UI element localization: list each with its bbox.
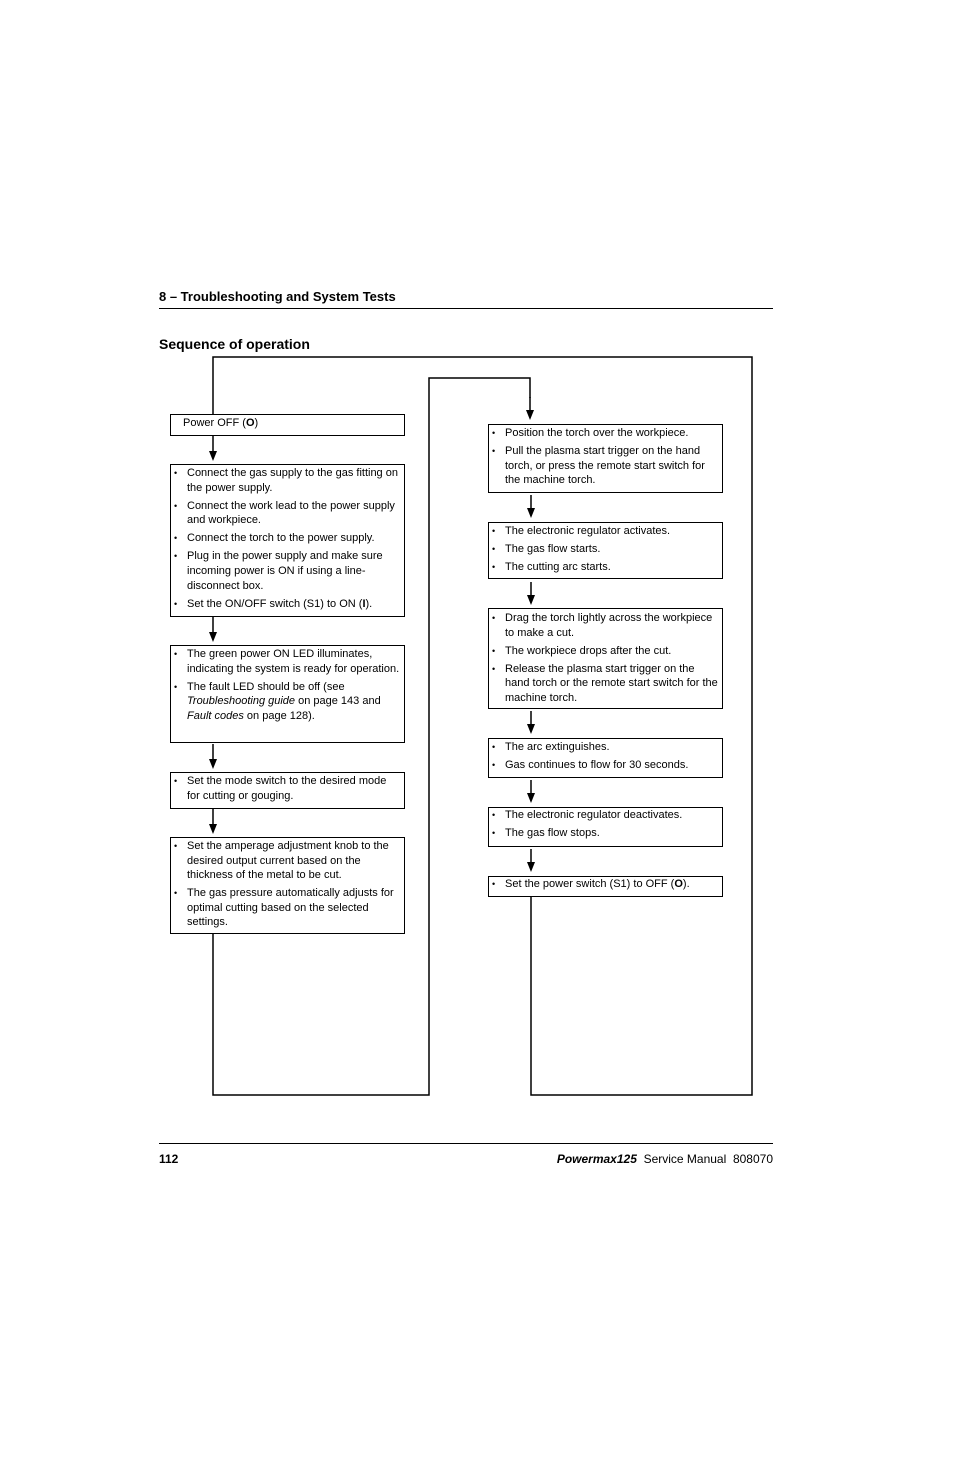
list-item: • Set the mode switch to the desired mode for cutting or gouging. xyxy=(172,774,400,803)
list-item: • Pull the plasma start trigger on the hand torch, or press the remote start switch for the machine torch. xyxy=(490,444,718,488)
power-switch-off-box xyxy=(488,876,723,897)
list-item: • Plug in the power supply and make sure incoming power is ON if using a line-disconnect box. xyxy=(172,549,400,593)
mode-switch-box xyxy=(170,772,405,809)
power-off-box: Power OFF (O) xyxy=(170,414,405,436)
doc-number: 808070 xyxy=(732,1152,773,1166)
section-title: Sequence of operation xyxy=(159,336,310,352)
list-item: • Set the ON/OFF switch (S1) to ON (I). xyxy=(172,597,400,612)
troubleshooting-guide-ref: Troubleshooting guide xyxy=(187,695,296,708)
list-item: • The arc extinguishes. xyxy=(490,740,718,755)
regulator-deactivate-box xyxy=(488,807,723,847)
product-name: Powermax125 xyxy=(556,1152,637,1166)
power-on-status-box xyxy=(170,645,405,743)
list-item: • The electronic regulator deactivates. xyxy=(490,808,718,823)
list-item: • The gas flow stops. xyxy=(490,826,718,841)
list-item: • Connect the work lead to the power supply and workpiece. xyxy=(172,499,400,528)
arc-start-box xyxy=(488,522,723,579)
arc-extinguish-box xyxy=(488,738,723,778)
footer-rule xyxy=(159,1143,773,1144)
list-item: • Drag the torch lightly across the workpiece to make a cut. xyxy=(490,611,718,640)
list-item: • The fault LED should be off (see Troubleshooting guide on page 143 and Fault codes on page 128). xyxy=(172,680,400,724)
list-item: • Connect the torch to the power supply. xyxy=(172,531,400,546)
list-item: • Connect the gas supply to the gas fitting on the power supply. xyxy=(172,466,400,495)
list-item: • Set the power switch (S1) to OFF (O). xyxy=(490,877,718,892)
list-item: • Release the plasma start trigger on the hand torch or the remote start switch for the machine torch. xyxy=(490,662,718,706)
list-item: • Position the torch over the workpiece. xyxy=(490,426,718,441)
setup-steps-box xyxy=(170,464,405,617)
power-off-label: Power OFF ( xyxy=(183,417,246,429)
cutting-box xyxy=(488,608,723,709)
amperage-box xyxy=(170,837,405,934)
power-off-symbol: O xyxy=(245,417,255,429)
chapter-title: 8 – Troubleshooting and System Tests xyxy=(159,289,396,304)
list-item: • The workpiece drops after the cut. xyxy=(490,644,718,659)
list-item: • Set the amperage adjustment knob to the desired output current based on the thickness of the metal to be cut. xyxy=(172,839,400,883)
doc-title: Service Manual xyxy=(643,1152,727,1166)
list-item: • The green power ON LED illuminates, indicating the system is ready for operation. xyxy=(172,647,400,676)
position-torch-box xyxy=(488,424,723,493)
footer-doc-info xyxy=(557,1152,773,1166)
list-item: • The gas pressure automatically adjusts for optimal cutting based on the selected settings. xyxy=(172,886,400,930)
page-number: 112 xyxy=(159,1152,179,1166)
list-item: • The gas flow starts. xyxy=(490,542,718,557)
list-item: • Gas continues to flow for 30 seconds. xyxy=(490,758,718,773)
list-item: • The cutting arc starts. xyxy=(490,560,718,575)
list-item: • The electronic regulator activates. xyxy=(490,524,718,539)
fault-codes-ref: Fault codes xyxy=(187,709,244,722)
